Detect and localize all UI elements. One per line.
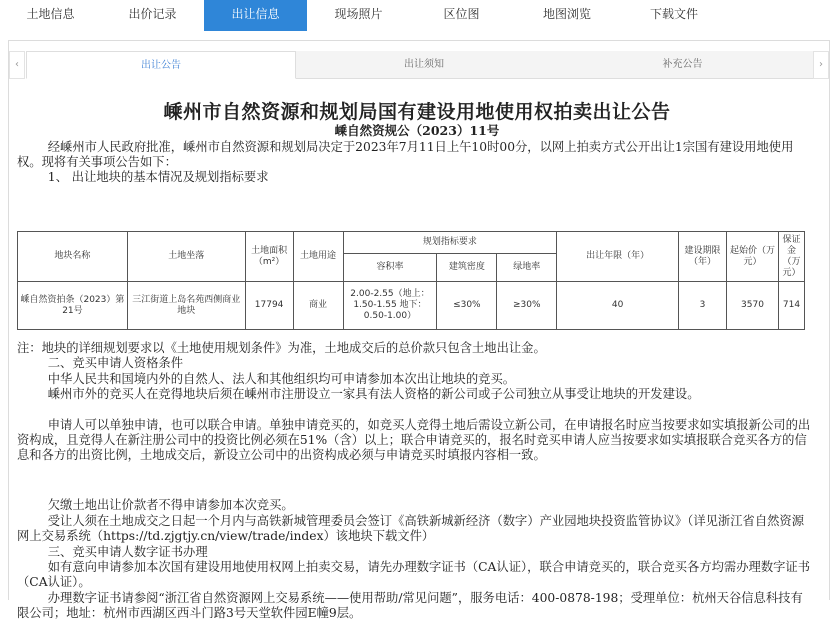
land-parcel-table — [17, 231, 805, 330]
cell-green: ≥30% — [497, 282, 557, 330]
header-plan-indicators: 规划指标要求 — [343, 232, 557, 254]
cell-location: 三江街道上岛名苑西侧商业地块 — [127, 282, 245, 330]
tab-map-browse[interactable]: 地图浏览 — [542, 7, 591, 21]
header-location: 土地坐落 — [127, 232, 245, 282]
subtab-supplementary-notice[interactable]: 补充公告 — [552, 51, 813, 79]
header-start-price: 起始价（万元） — [727, 232, 779, 282]
header-parcel-name: 地块名称 — [18, 232, 128, 282]
subtab-transfer-instructions[interactable]: 出让须知 — [296, 51, 552, 79]
header-term: 出让年限（年） — [557, 232, 679, 282]
non-local-bidder-paragraph: 嵊州市外的竞买人在竞得地块后须在嵊州市注册设立一家具有法人资格的新公司或子公司独立从事受让地块的开发建设。 — [47, 387, 700, 401]
tab-location-map[interactable]: 区位图 — [443, 7, 480, 21]
header-green: 绿地率 — [497, 254, 557, 282]
header-deposit: 保证金（万元） — [778, 232, 804, 282]
section-1-heading: 1、 出让地块的基本情况及规划指标要求 — [47, 170, 269, 184]
tab-bid-records[interactable]: 出价记录 — [128, 7, 177, 21]
header-area: 土地面积（m²） — [245, 232, 293, 282]
tab-site-photos[interactable]: 现场照片 — [334, 7, 383, 21]
tab-download-files[interactable]: 下载文件 — [649, 7, 698, 21]
header-far: 容积率 — [343, 254, 437, 282]
chevron-left-icon[interactable]: ‹ — [9, 51, 25, 79]
cell-parcel-name: 嵊自然资拍条（2023）第21号 — [18, 282, 128, 330]
document-number: 嵊自然资规公（2023）11号 — [334, 123, 500, 138]
tab-transfer-info[interactable]: 出让信息 — [204, 0, 307, 31]
cell-start-price: 3570 — [727, 282, 779, 330]
section-2-heading: 二、竞买申请人资格条件 — [47, 356, 184, 370]
cell-area: 17794 — [245, 282, 293, 330]
eligibility-paragraph: 中华人民共和国境内外的自然人、法人和其他组织均可申请参加本次出让地块的竞买。 — [47, 372, 516, 386]
cell-density: ≤30% — [437, 282, 497, 330]
header-density: 建筑密度 — [437, 254, 497, 282]
joint-application-paragraph: 申请人可以单独申请，也可以联合申请。单独申请竞买的，如竞买人竞得土地后需设立新公司，在申请报名时应当按要求如实填报新公司的出资构成，且竞得人在新注册公司中的投资比例必须在51%（含）以上；联合申请竞买的，报名时竞买申请人应当按要求如实填报联合竞买各方的信息和各方的出资比例，土地成交后，新设立公司中的出资构成必须与申请竞买时填报内容相一致。 — [17, 418, 811, 462]
cell-usage: 商业 — [293, 282, 343, 330]
certificate-paragraph: 如有意向申请参加本次国有建设用地使用权网上拍卖交易，请先办理数字证书（CA认证），联合申请竞买的，联合竞买各方均需办理数字证书（CA认证）。 — [17, 560, 811, 589]
cell-deposit: 714 — [778, 282, 804, 330]
document-title: 嵊州市自然资源和规划局国有建设用地使用权拍卖出让公告 — [163, 101, 671, 123]
subtab-transfer-notice[interactable]: 出让公告 — [26, 51, 296, 79]
table-note: 注：地块的详细规划要求以《土地使用规划条件》为准，土地成交后的总价款只包含土地出让金。 — [17, 341, 546, 355]
table-row — [18, 282, 805, 330]
arrears-paragraph: 欠缴土地出让价款者不得申请参加本次竞买。 — [47, 498, 294, 512]
cell-term: 40 — [557, 282, 679, 330]
chevron-right-icon[interactable]: › — [813, 51, 829, 79]
cell-build-period: 3 — [679, 282, 727, 330]
certificate-contact-paragraph: 办理数字证书请参阅“浙江省自然资源网上交易系统——使用帮助/常见问题”，服务电话：400-0878-198；受理单位：杭州天谷信息科技有限公司；地址：杭州市西湖区西斗门路3号天堂软件园E幢9层。 — [17, 591, 803, 620]
header-usage: 土地用途 — [293, 232, 343, 282]
cell-far: 2.00-2.55（地上：1.50-1.55 地下：0.50-1.00） — [343, 282, 437, 330]
top-navigation — [0, 0, 830, 31]
tab-land-info[interactable]: 土地信息 — [26, 7, 75, 21]
section-3-heading: 三、竞买申请人数字证书办理 — [47, 545, 208, 559]
sub-tab-bar — [9, 51, 829, 79]
announcement-panel — [8, 40, 830, 620]
header-build-period: 建设期限（年） — [679, 232, 727, 282]
intro-paragraph: 经嵊州市人民政府批准，嵊州市自然资源和规划局决定于2023年7月11日上午10时00分，以网上拍卖方式公开出让1宗国有建设用地使用权。现将有关事项公告如下： — [17, 140, 794, 169]
agreement-paragraph: 受让人须在土地成交之日起一个月内与高铁新城管理委员会签订《高铁新城新经济（数字）产业园地块投资监管协议》（详见浙江省自然资源网上交易系统（https://td.zjgtjy.cn/view/trade/index）该地块下载文件） — [17, 514, 805, 543]
